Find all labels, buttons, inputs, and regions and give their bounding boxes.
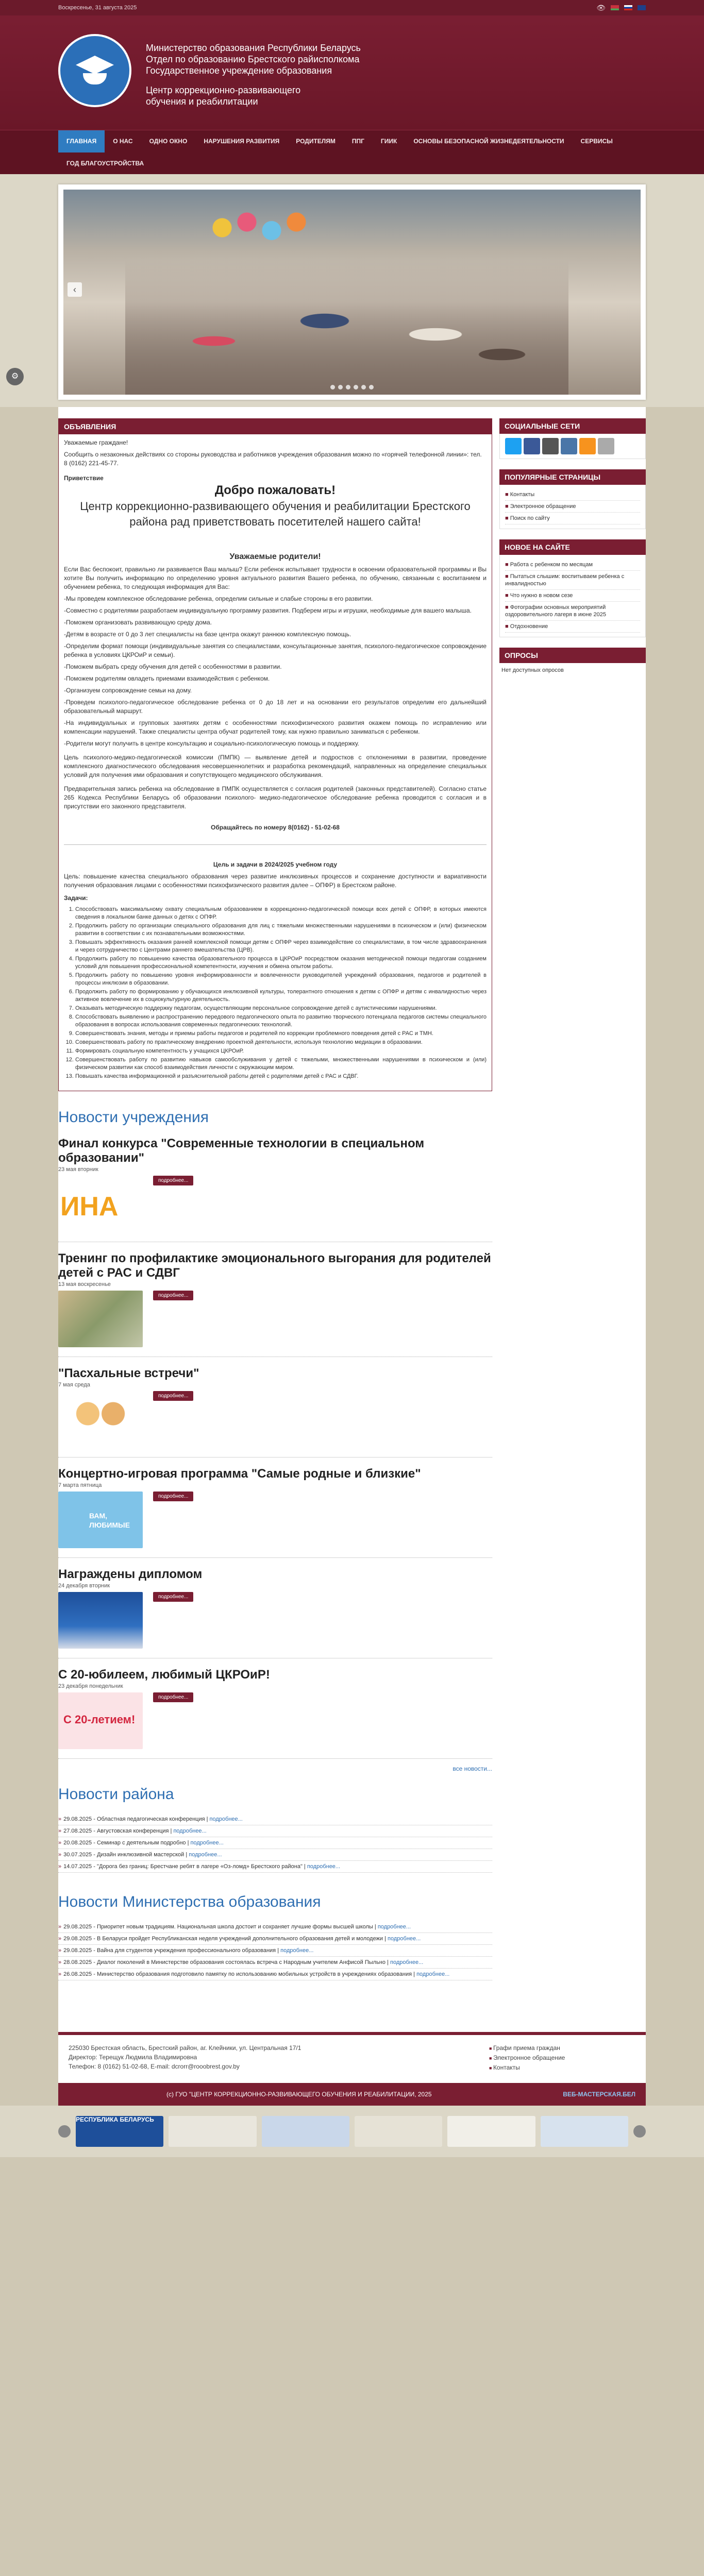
news-item — [58, 1668, 492, 1759]
more-link[interactable]: подробнее... — [390, 1959, 424, 1965]
news-title[interactable]: Финал конкурса "Современные технологии в специальном образовании" — [58, 1137, 425, 1165]
thumb-caption: С 20-летием! — [63, 1713, 136, 1726]
nav-item-ppg[interactable]: ППГ — [351, 138, 364, 145]
list-item: » 30.07.2025 - Дизайн инклюзивной мастерской | подробнее... — [58, 1849, 492, 1861]
announcements-box — [58, 418, 492, 1091]
news-thumbnail[interactable] — [58, 1492, 143, 1548]
footer-link[interactable]: ■ Контакты — [489, 2063, 635, 2073]
eye-icon[interactable]: 👁 — [596, 3, 606, 12]
news-date: 23 мая вторник — [58, 1166, 98, 1173]
slider-dot[interactable] — [338, 385, 343, 389]
news-item — [58, 1467, 492, 1558]
banner-caption: РЕСПУБЛИКА БЕЛАРУСЬ — [76, 2116, 154, 2123]
accessibility-gear-icon[interactable]: ⚙ — [6, 368, 24, 385]
bullet-item: -На индивидуальных и групповых занятиях детям с особенностями психофизического развития окажем помощь по исправлению или компенсации нарушений. Также специалисты центра обучат родителей тому, как нужно правильно заниматься с ребенком. — [64, 719, 487, 735]
photo-slider[interactable] — [58, 184, 646, 400]
new-link[interactable]: ■ Отдохновение — [505, 621, 640, 633]
tasks-label: Задачи: — [64, 894, 88, 902]
list-item: » 29.08.2025 - Приоритет новым традициям. Национальная школа достоит и сохраняет лучшие формы высшей школы | подробнее... — [58, 1921, 492, 1933]
bullet-item: -Поможем родителям овладеть приемами взаимодействия с ребенком. — [64, 675, 270, 682]
news-thumbnail[interactable] — [58, 1391, 143, 1448]
nav-item-about[interactable]: О НАС — [113, 138, 133, 145]
footer-director: Директор: Терещук Людмила Владимировна — [69, 2054, 197, 2061]
polls-title: ОПРОСЫ — [499, 648, 646, 663]
facebook-icon[interactable] — [524, 438, 540, 454]
list-item: » 20.08.2025 - Семинар с деятельным подробно | подробнее... — [58, 1837, 492, 1849]
partner-banner[interactable] — [355, 2116, 442, 2147]
news-title[interactable]: Награждены дипломом — [58, 1567, 203, 1581]
bullet-item: -Родители могут получить в центре консультацию и социально-психологическую помощь и поддержку. — [64, 740, 360, 747]
slider-dot[interactable] — [354, 385, 358, 389]
news-thumbnail[interactable] — [58, 1692, 143, 1749]
district-section-title: Новости района — [58, 1786, 174, 1803]
header-line-rehab: обучения и реабилитации — [146, 96, 258, 107]
task-item: 3. Повышать эффективность оказания ранней комплексной помощи детям с ОПФР через взаимодействие со специалистами, в том числе здравоохранения и через сотрудничество с Центрами раннего вмешательства (ЦРВ). — [75, 939, 487, 954]
news-date: 7 марта пятница — [58, 1482, 102, 1488]
more-link[interactable]: подробнее... — [173, 1828, 207, 1834]
copyright-text: (c) ГУО "ЦЕНТР КОРРЕКЦИОННО-РАЗВИВАЮЩЕГО ОБУЧЕНИЯ И РЕАБИЛИТАЦИИ, 2025 — [166, 2091, 432, 2098]
partner-banners — [0, 2106, 704, 2157]
list-item: » 29.08.2025 - Областная педагогическая конференция | подробнее... — [58, 1814, 492, 1825]
bullet-item: -Проведем психолого-педагогическое обследование ребенка от 0 до 18 лет и на основании его результатов определим его дальнейший образовательный маршрут. — [64, 699, 487, 715]
partner-banner[interactable] — [262, 2116, 349, 2147]
parents-heading: Уважаемые родители! — [229, 552, 321, 561]
content-column — [58, 418, 492, 2027]
announce-citizens: Уважаемые граждане! — [64, 439, 128, 446]
header-line-ministry: Министерство образования Республики Беларусь — [146, 43, 361, 53]
pmpk-text-2: Предварительная запись ребенка на обследование в ПМПК осуществляется с согласия родителей (законных представителей). Согласно статье 265 Кодекса Республики Беларусь об образовании психолого- медико-педагогическое обследование ребенка проводится с согласия и в присутствии его законного представителя. — [64, 785, 487, 810]
top-strip — [0, 0, 704, 15]
all-news-link[interactable]: все новости... — [452, 1765, 492, 1772]
task-item: 7. Оказывать методическую поддержку педагогам, осуществляющим персональное сопровождение детей с аутистическими нарушениями. — [75, 1005, 487, 1012]
bullet-item: -Организуем сопровождение семьи на дому. — [64, 687, 192, 694]
slider-dot[interactable] — [369, 385, 374, 389]
group-photo — [63, 190, 641, 395]
polls-empty-text: Нет доступных опросов — [501, 667, 564, 673]
main-area — [58, 407, 646, 2032]
news-item — [58, 1251, 492, 1357]
instagram-icon[interactable] — [542, 438, 559, 454]
graduation-cap-logo-icon[interactable] — [58, 34, 131, 107]
nav-item-giik[interactable]: ГИИК — [380, 138, 397, 145]
news-title[interactable]: "Пасхальные встречи" — [58, 1366, 199, 1380]
social-box — [499, 418, 646, 459]
nav-item-disorders[interactable]: НАРУШЕНИЯ РАЗВИТИЯ — [204, 138, 280, 145]
parents-text: Если Вас беспокоит, правильно ли развивается Ваш малыш? Если ребенок испытывает трудности в освоении образовательной программы и Вы хотите Вы получить информацию по определению уровня актуального развития Вашего ребенка, по обучению, связанным с воспитанием и обучением ребенка, то следующая информация для Вас: — [64, 566, 487, 590]
more-link[interactable]: подробнее... — [377, 1924, 411, 1930]
more-button[interactable]: подробнее... — [153, 1692, 193, 1702]
new-link[interactable]: ■ Пытаться слышим: воспитываем ребенка с инвалидностью — [505, 571, 640, 590]
task-item: 9. Совершенствовать знания, методы и приемы работы педагогов и родителей по коррекции проблемного поведения детей с РАС и ТМН. — [75, 1030, 487, 1038]
task-item: 12. Совершенствовать работу по развитию навыков самообслуживания у детей с тяжелыми, множественными нарушениями в психическом и (или) физическом развитии как способ взаимодействия личности с окружающим миром. — [75, 1056, 487, 1072]
slider-section — [0, 174, 704, 407]
pmpk-text: Цель психолого-медико-педагогической комиссии (ПМПК) — выявление детей и подростков с отклонениями в развитии, проведение комплексного диагностического обследования несовершеннолетних и разработка рекомендаций, направленных на определение специальных условий для получения ими образования и сопутствующего медицинского обслуживания. — [64, 754, 487, 778]
sidebar — [499, 418, 646, 2027]
task-item: 1. Способствовать максимальному охвату специальным образованием в коррекционно-педагогической помощи всех детей с ОПФР, в которых имеются сведения в локальном банке данных о детях с ОПФР. — [75, 906, 487, 921]
social-title: СОЦИАЛЬНЫЕ СЕТИ — [499, 418, 646, 434]
contact-phone-line: Обращайтесь по номеру 8(0162) - 51-02-68 — [211, 824, 340, 831]
twitter-icon[interactable] — [505, 438, 522, 454]
partner-banner[interactable] — [541, 2116, 628, 2147]
new-link[interactable]: ■ Фотографии основных мероприятий оздоровительного лагеря в июне 2025 — [505, 602, 640, 621]
news-item — [58, 1366, 492, 1458]
bullet-item: -Поможем выбрать среду обучения для детей с особенностями в развитии. — [64, 663, 282, 670]
task-item: 6. Продолжить работу по формированию у обучающихся инклюзивной культуры, толерантного отношения к детям с ОПФР и детям с инвалидностью через активное вовлечение их в социокультурную деятельность. — [75, 988, 487, 1004]
header-line-center: Центр коррекционно-развивающего — [146, 85, 301, 95]
more-button[interactable]: подробнее... — [153, 1176, 193, 1185]
district-news-list — [58, 1814, 492, 1873]
header-line-department: Отдел по образованию Брестского райисполкома — [146, 54, 360, 64]
list-item: » 29.08.2025 - Вайна для студентов учреждения профессионального образования | подробнее... — [58, 1945, 492, 1957]
flag-by-icon[interactable] — [611, 5, 619, 10]
new-link[interactable]: ■ Работа с ребенком по месяцам — [505, 559, 640, 571]
bullet-item: -Поможем организовать развивающую среду дома. — [64, 619, 212, 626]
site-header — [0, 15, 704, 130]
email-icon[interactable] — [598, 438, 614, 454]
footer-link[interactable]: ■ Электронное обращение — [489, 2053, 635, 2063]
vk-icon[interactable] — [561, 438, 577, 454]
more-link[interactable]: подробнее... — [189, 1852, 222, 1858]
footer-address: 225030 Брестская область, Брестский район, аг. Клейники, ул. Центральная 17/1 — [69, 2044, 301, 2052]
ministry-section-title: Новости Министерства образования — [58, 1893, 321, 1910]
news-item — [58, 1567, 492, 1658]
more-button[interactable]: подробнее... — [153, 1291, 193, 1300]
news-title[interactable]: С 20-юбилеем, любимый ЦКРОиР! — [58, 1668, 270, 1682]
popular-link[interactable]: ■ Контакты — [505, 489, 640, 501]
more-link[interactable]: подробнее... — [307, 1863, 341, 1870]
news-date: 13 мая воскресенье — [58, 1281, 111, 1287]
partner-banner[interactable] — [447, 2116, 535, 2147]
flag-ru-icon[interactable] — [624, 5, 632, 10]
current-date: Воскресенье, 31 августа 2025 — [58, 5, 137, 11]
footer-links — [489, 2043, 635, 2073]
news-date: 24 декабря вторник — [58, 1583, 110, 1589]
popular-link[interactable]: ■ Поиск по сайту — [505, 513, 640, 524]
rss-icon[interactable] — [579, 438, 596, 454]
slider-dots — [330, 385, 374, 389]
news-date: 23 декабря понедельник — [58, 1683, 123, 1689]
slider-dot[interactable] — [330, 385, 335, 389]
banner-next-icon[interactable] — [633, 2125, 646, 2138]
announcements-title: ОБЪЯВЛЕНИЯ — [59, 419, 492, 434]
list-item: » 27.08.2025 - Августовская конференция | подробнее... — [58, 1825, 492, 1837]
nav-item-parents[interactable]: РОДИТЕЛЯМ — [296, 138, 336, 145]
news-section-title: Новости учреждения — [58, 1109, 209, 1126]
task-item: 13. Повышать качества информационной и разъяснительной работы детей с родителями детей с РАС и СДВГ. — [75, 1073, 487, 1080]
new-on-site-box — [499, 539, 646, 637]
more-button[interactable]: подробнее... — [153, 1592, 193, 1602]
greeting-label: Приветствие — [64, 474, 104, 482]
news-item — [58, 1137, 492, 1242]
popular-box — [499, 469, 646, 529]
banner-prev-icon[interactable] — [58, 2125, 71, 2138]
footer — [58, 2032, 646, 2083]
goal-text: Цель: повышение качества специального образования через развитие инклюзивных процессов и сохранение доступности и вариативности получения образования лицами с особенностями психофизического развития далее – ОПФР) в Брестском районе. — [64, 873, 487, 889]
nav-item-home[interactable]: ГЛАВНАЯ — [58, 130, 105, 152]
more-button[interactable]: подробнее... — [153, 1492, 193, 1501]
list-item: » 29.08.2025 - В Беларуси пройдет Республиканская неделя учреждений дополнительного образования детей и молодежи | подробнее... — [58, 1933, 492, 1945]
slider-prev-icon[interactable]: ‹ — [68, 282, 82, 297]
polls-box — [499, 648, 646, 677]
header-titles — [146, 34, 361, 130]
bullet-item: -Мы проведем комплексное обследование ребенка, определим сильные и слабые стороны в его развитии. — [64, 595, 373, 602]
nav-item-one-window[interactable]: ОДНО ОКНО — [149, 138, 188, 145]
goals-heading: Цель и задачи в 2024/2025 учебном году — [213, 861, 338, 868]
news-thumbnail[interactable] — [58, 1592, 143, 1649]
footer-phone: Телефон: 8 (0162) 51-02-68, E-mail: dcrorr@rooobrest.gov.by — [69, 2063, 240, 2070]
footer-link[interactable]: ■ Графи приема граждан — [489, 2043, 635, 2053]
main-nav — [0, 130, 704, 174]
more-link[interactable]: подробнее... — [209, 1816, 243, 1822]
list-item: » 14.07.2025 - "Дорога без границ: Брестчане ребят в лагере «Оз-ломд» Брестского района" | подробнее... — [58, 1861, 492, 1873]
tasks-list — [75, 906, 487, 1080]
task-item: 8. Способствовать выявлению и распространению передового педагогического опыта по развитию творческого потенциала педагогов системы специального образования в вопросах использования современных педагогических технологий. — [75, 1013, 487, 1029]
news-thumbnail[interactable] — [58, 1176, 143, 1232]
ministry-news-list — [58, 1921, 492, 1980]
announce-hotline: Сообщить о незаконных действиях со стороны руководства и работников учреждения образования можно по «горячей телефонной линии»: тел. 8 (0162) 221-45-77. — [64, 451, 482, 467]
news-title[interactable]: Концертно-игровая программа "Самые родные и близкие" — [58, 1467, 421, 1481]
bullet-item: -Совместно с родителями разработаем индивидуальную программу развития. Подберем игры и игрушки, необходимые для вашего малыша. — [64, 607, 472, 614]
nav-item-safety[interactable]: ОСНОВЫ БЕЗОПАСНОЙ ЖИЗНЕДЕЯТЕЛЬНОСТИ — [413, 138, 564, 145]
footer-contacts — [69, 2043, 301, 2073]
list-item: » 28.08.2025 - Диалог поколений в Министерстве образования состоялась встреча с Народным учителем Анфисой Пыльно | подробнее... — [58, 1957, 492, 1969]
news-date: 7 мая среда — [58, 1382, 90, 1388]
task-item: 10. Совершенствовать работу по практическому внедрению проектной деятельности, используя технологию медиации в образовании. — [75, 1039, 487, 1046]
slider-dot[interactable] — [346, 385, 350, 389]
bullet-item: -Детям в возрасте от 0 до 3 лет специалисты на базе центра окажут раннюю комплексную помощь. — [64, 631, 351, 638]
news-thumbnail[interactable] — [58, 1291, 143, 1347]
more-link[interactable]: подробнее... — [190, 1840, 224, 1846]
popular-link[interactable]: ■ Электронное обращение — [505, 501, 640, 513]
copyright-bar — [58, 2083, 646, 2106]
new-on-site-title: НОВОЕ НА САЙТЕ — [499, 539, 646, 555]
new-link[interactable]: ■ Что нужно в новом сезе — [505, 590, 640, 602]
thumb-caption: ВАМ, ЛЮБИМЫЕ — [89, 1512, 130, 1529]
partner-banner[interactable] — [76, 2116, 163, 2147]
more-button[interactable]: подробнее... — [153, 1391, 193, 1401]
task-item: 2. Продолжить работу по организации специального образования для лиц с тяжелыми множественными нарушениями в психическом и (или) физическом развитии в соответствии с их познавательными возможностями. — [75, 922, 487, 938]
bullet-item: -Определим формат помощи (индивидуальные занятия со специалистами, консультационные занятия, психолого-педагогическое сопровождение ребенка в условиях ЦКРОиР и семьи). — [64, 642, 487, 658]
more-link[interactable]: подробнее... — [388, 1936, 421, 1942]
header-line-institution: Государственное учреждение образования — [146, 65, 332, 76]
more-link[interactable]: подробнее... — [416, 1971, 450, 1977]
slider-dot[interactable] — [361, 385, 366, 389]
thumb-caption: ИНА — [60, 1192, 119, 1222]
task-item: 5. Продолжить работу по повышению уровня информированности и вовлеченности руководителей учреждений образования, педагогов и родителей в процессы инклюзии в образовании. — [75, 972, 487, 987]
task-item: 11. Формировать социальную компетентность у учащихся ЦКРОиР. — [75, 1047, 487, 1055]
task-item: 4. Продолжить работу по повышению качества образовательного процесса в ЦКРОиР посредством оказания методической помощи педагогам созданием условий для повышения профессиональной компетентности, изучения и обмена опытом работы. — [75, 955, 487, 971]
more-link[interactable]: подробнее... — [280, 1947, 314, 1954]
list-item: » 26.08.2025 - Министерство образования подготовило памятку по использованию мобильных устройств в учреждениях образования | подробнее... — [58, 1969, 492, 1980]
partner-banner[interactable] — [169, 2116, 256, 2147]
popular-title: ПОПУЛЯРНЫЕ СТРАНИЦЫ — [499, 469, 646, 485]
welcome-heading: Добро пожаловать! — [214, 483, 336, 497]
studio-link[interactable]: ВЕБ-МАСТЕРСКАЯ.БЕЛ — [563, 2091, 635, 2098]
nav-item-year[interactable]: ГОД БЛАГОУСТРОЙСТВА — [66, 160, 144, 167]
flag-en-icon[interactable] — [638, 5, 646, 10]
news-title[interactable]: Тренинг по профилактике эмоционального выгорания для родителей детей с РАС и СДВГ — [58, 1251, 491, 1280]
welcome-subheading: Центр коррекционно-развивающего обучения и реабилитации Брестского района рад приветствовать посетителей нашего сайта! — [80, 500, 471, 528]
nav-item-services[interactable]: СЕРВИСЫ — [580, 138, 613, 145]
top-tools — [596, 4, 646, 12]
page-background — [0, 2157, 704, 2576]
